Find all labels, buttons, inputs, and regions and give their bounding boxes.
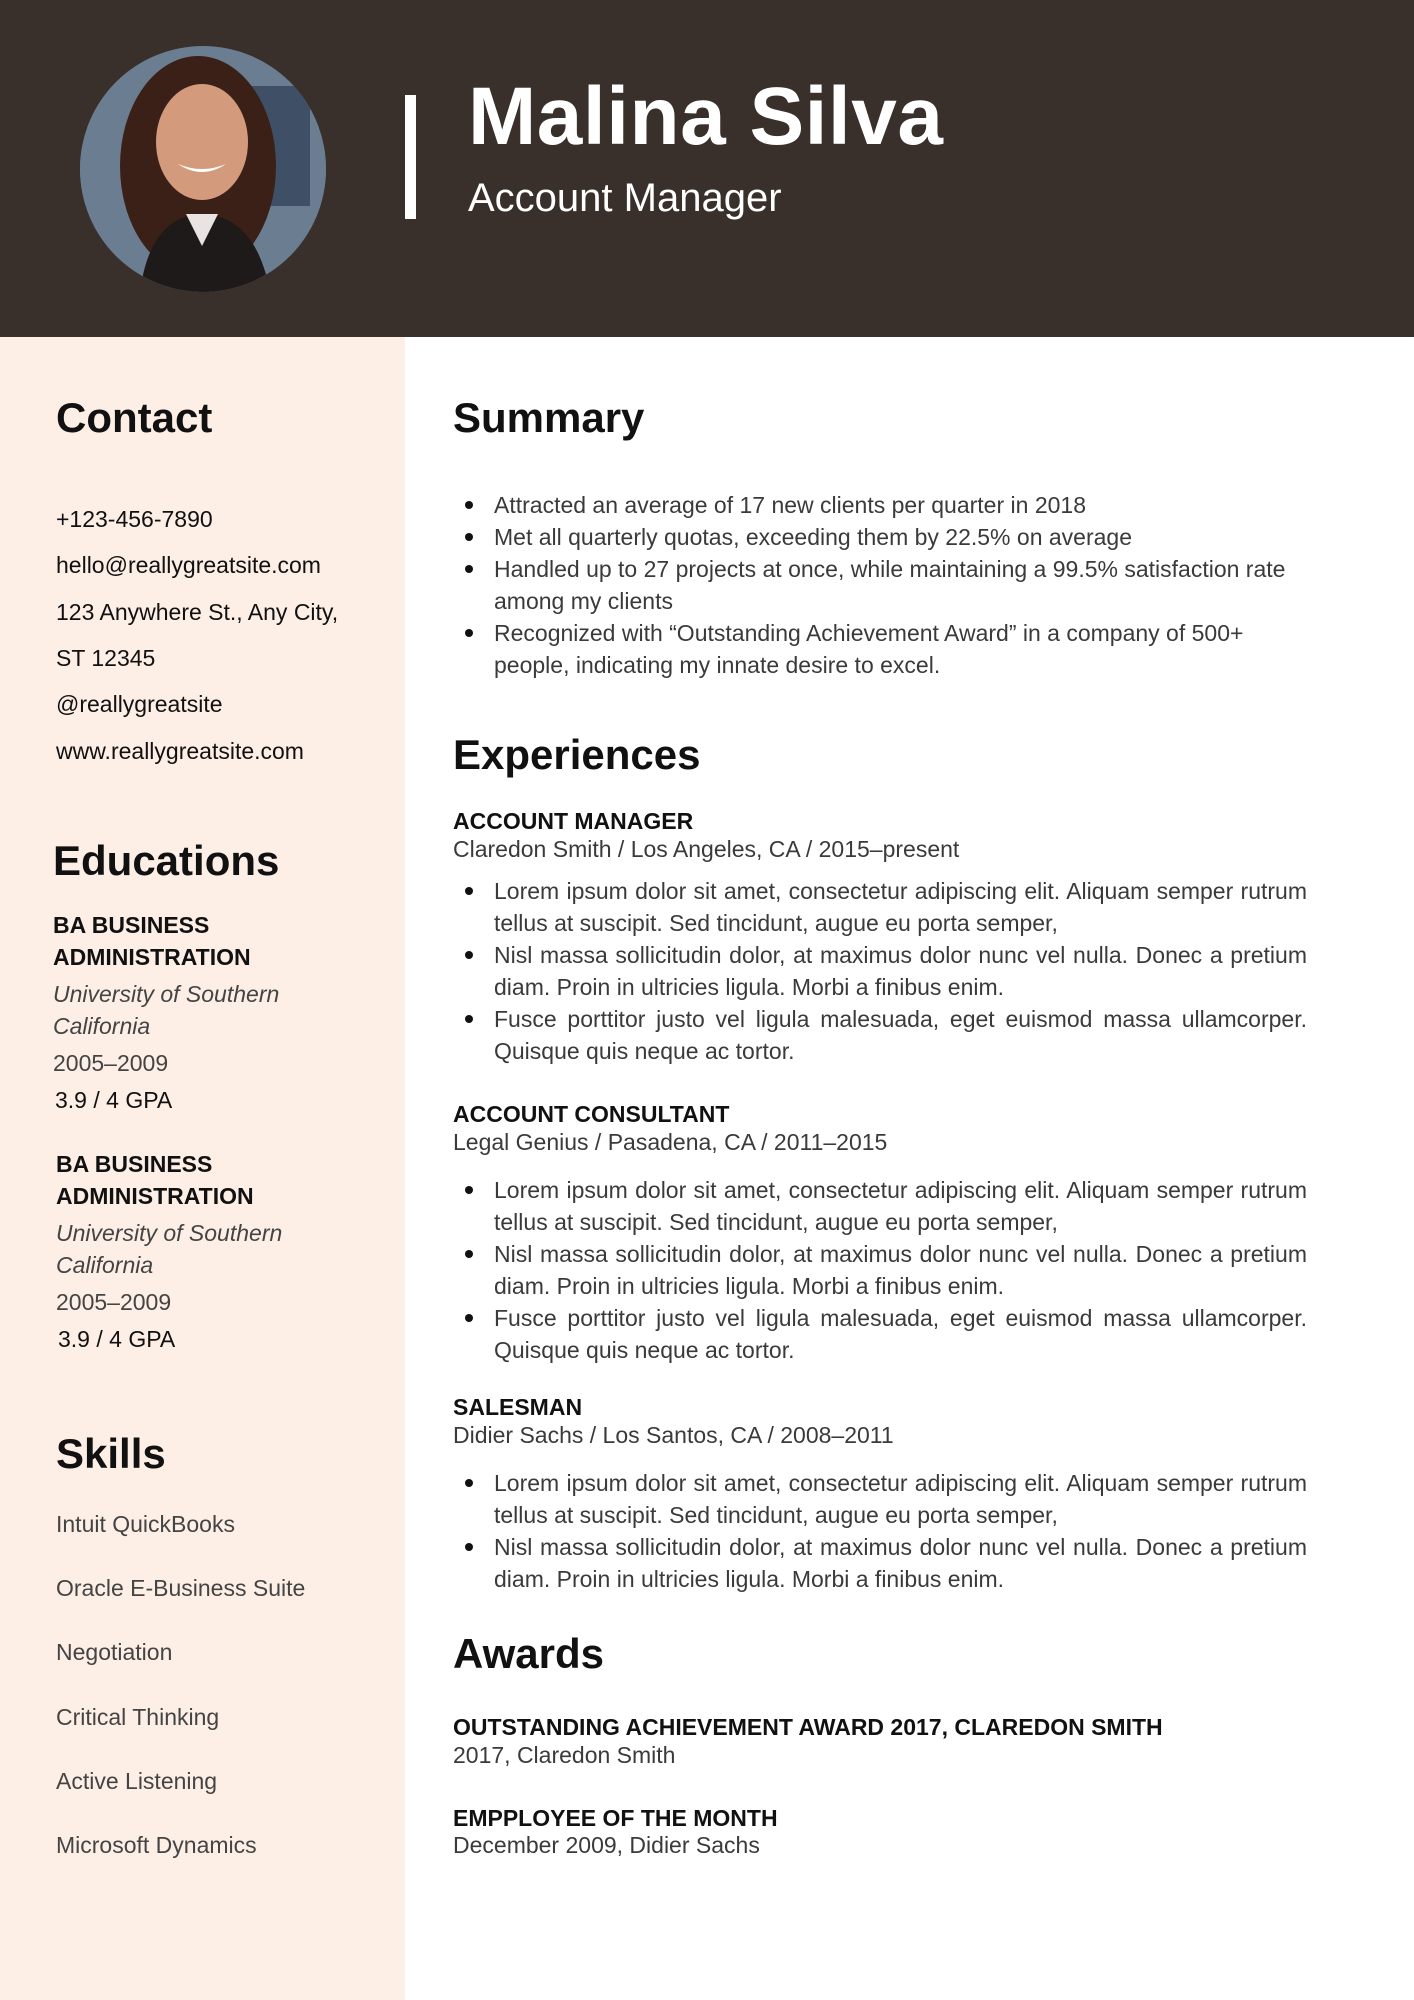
contact-phone: +123-456-7890 <box>56 506 213 532</box>
contact-address-line1: 123 Anywhere St., Any City, <box>56 599 339 625</box>
education-school: University of Southern California <box>53 981 280 1039</box>
job-bullet: Fusce porttitor justo vel ligula malesuada, eget euismod massa ullamcorper. Quisque quis neque ac tortor. <box>453 1302 1307 1366</box>
summary-heading: Summary <box>453 394 645 441</box>
contact-heading: Contact <box>56 394 213 441</box>
job-bullet: Nisl massa sollicitudin dolor, at maximus dolor nunc vel nulla. Donec a pretium diam. Proin in ultricies ligula. Morbi a finibus enim. <box>453 1238 1307 1302</box>
person-title: Account Manager <box>468 176 782 220</box>
education-school: University of Southern California <box>56 1220 283 1278</box>
contact-website: www.reallygreatsite.com <box>56 738 304 764</box>
job-bullets <box>453 1174 1307 1366</box>
education-heading: Educations <box>53 837 280 884</box>
skill-item: Critical Thinking <box>56 1704 220 1730</box>
education-years: 2005–2009 <box>53 1050 169 1076</box>
skill-item: Intuit QuickBooks <box>56 1511 235 1537</box>
skill-item: Oracle E-Business Suite <box>56 1575 306 1601</box>
awards-heading: Awards <box>453 1630 604 1677</box>
job-title: ACCOUNT CONSULTANT <box>453 1101 730 1127</box>
education-years: 2005–2009 <box>56 1289 172 1315</box>
education-degree: BA BUSINESS ADMINISTRATION <box>53 912 251 970</box>
summary-list <box>453 489 1307 681</box>
profile-photo-illustration <box>80 46 326 292</box>
job-bullet: Nisl massa sollicitudin dolor, at maximus dolor nunc vel nulla. Donec a pretium diam. Proin in ultricies ligula. Morbi a finibus enim. <box>453 939 1307 1003</box>
education-gpa: 3.9 / 4 GPA <box>58 1326 176 1352</box>
summary-item: Attracted an average of 17 new clients per quarter in 2018 <box>453 489 1307 521</box>
job-bullet: Lorem ipsum dolor sit amet, consectetur adipiscing elit. Aliquam semper rutrum tellus at suscipit. Sed tincidunt, augue eu porta semper, <box>453 875 1307 939</box>
award-subtitle: December 2009, Didier Sachs <box>453 1832 760 1858</box>
job-bullet: Nisl massa sollicitudin dolor, at maximus dolor nunc vel nulla. Donec a pretium diam. Proin in ultricies ligula. Morbi a finibus enim. <box>453 1531 1307 1595</box>
job-meta: Didier Sachs / Los Santos, CA / 2008–2011 <box>453 1422 894 1448</box>
job-bullet: Lorem ipsum dolor sit amet, consectetur adipiscing elit. Aliquam semper rutrum tellus at suscipit. Sed tincidunt, augue eu porta semper, <box>453 1467 1307 1531</box>
summary-item: Handled up to 27 projects at once, while maintaining a 99.5% satisfaction rate among my clients <box>453 553 1307 617</box>
skills-heading: Skills <box>56 1430 166 1477</box>
contact-email: hello@reallygreatsite.com <box>56 552 321 578</box>
job-bullets <box>453 1467 1307 1595</box>
award-title: OUTSTANDING ACHIEVEMENT AWARD 2017, CLAREDON SMITH <box>453 1714 1163 1740</box>
name-accent-bar <box>405 95 416 219</box>
job-title: ACCOUNT MANAGER <box>453 808 694 834</box>
summary-item: Recognized with “Outstanding Achievement Award” in a company of 500+ people, indicating my innate desire to excel. <box>453 617 1307 681</box>
education-gpa: 3.9 / 4 GPA <box>55 1087 173 1113</box>
person-name: Malina Silva <box>468 71 944 162</box>
job-meta: Legal Genius / Pasadena, CA / 2011–2015 <box>453 1129 888 1155</box>
skill-item: Microsoft Dynamics <box>56 1832 257 1858</box>
skill-item: Negotiation <box>56 1639 173 1665</box>
job-meta: Claredon Smith / Los Angeles, CA / 2015–present <box>453 836 960 862</box>
profile-photo <box>80 46 326 292</box>
header-banner <box>0 0 1414 337</box>
award-subtitle: 2017, Claredon Smith <box>453 1742 676 1768</box>
job-title: SALESMAN <box>453 1394 583 1420</box>
job-bullets <box>453 875 1307 1067</box>
education-degree: BA BUSINESS ADMINISTRATION <box>56 1151 254 1209</box>
contact-handle: @reallygreatsite <box>56 691 223 717</box>
experiences-heading: Experiences <box>453 731 701 778</box>
summary-item: Met all quarterly quotas, exceeding them by 22.5% on average <box>453 521 1307 553</box>
skill-item: Active Listening <box>56 1768 218 1794</box>
job-bullet: Fusce porttitor justo vel ligula malesuada, eget euismod massa ullamcorper. Quisque quis neque ac tortor. <box>453 1003 1307 1067</box>
award-title: EMPPLOYEE OF THE MONTH <box>453 1805 778 1831</box>
job-bullet: Lorem ipsum dolor sit amet, consectetur adipiscing elit. Aliquam semper rutrum tellus at suscipit. Sed tincidunt, augue eu porta semper, <box>453 1174 1307 1238</box>
contact-address-line2: ST 12345 <box>56 645 156 671</box>
